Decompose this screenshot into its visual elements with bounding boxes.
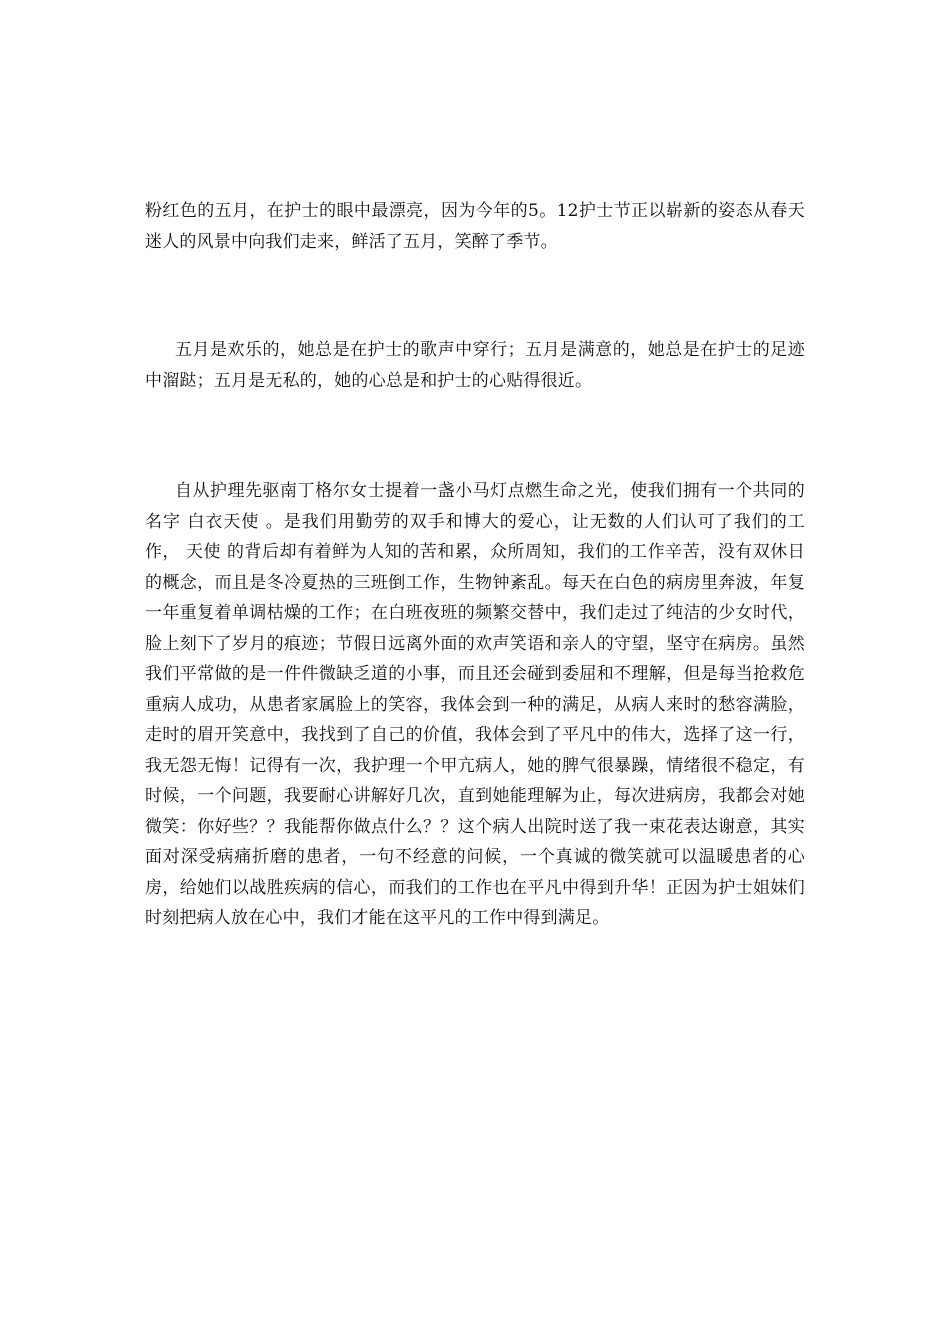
paragraph-may: 五月是欢乐的，她总是在护士的歌声中穿行；五月是满意的，她总是在护士的足迹中溜跶；五月是无私的，她的心总是和护士的心贴得很近。 — [145, 340, 805, 391]
paragraph-intro: 粉红色的五月，在护士的眼中最漂亮，因为今年的5。12护士节正以崭新的姿态从春天迷人的风景中向我们走来，鲜活了五月，笑醉了季节。 — [145, 201, 805, 252]
paragraph-nursing-story: 自从护理先驱南丁格尔女士提着一盏小马灯点燃生命之光，使我们拥有一个共同的名字 白衣天使 。是我们用勤劳的双手和博大的爱心，让无数的人们认可了我们的工作， 天使 的背后却有着鲜为人知的苦和累，众所周知，我们的工作辛苦，没有双休日的概念，而且是冬冷夏热的三班倒工作，生物钟紊乱。每天在白色的病房里奔波，年复一年重复着单调枯燥的工作；在白班夜班的频繁交替中，我们走过了纯洁的少女时代，脸上刻下了岁月的痕迹；节假日远离外面的欢声笑语和亲人的守望，坚守在病房。虽然我们平常做的是一件件微缺乏道的小事，而且还会碰到委屈和不理解，但是每当抢救危重病人成功，从患者家属脸上的笑容，我体会到一种的满足，从病人来时的愁容满脸，走时的眉开笑意中，我找到了自己的价值，我体会到了平凡中的伟大，选择了这一行，我无怨无悔！记得有一次，我护理一个甲亢病人，她的脾气很暴躁，情绪很不稳定，有时候，一个问题，我要耐心讲解好几次，直到她能理解为止，每次进病房，我都会对她微笑：你好些？？我能帮你做点什么？？这个病人出院时送了我一束花表达谢意，其实面对深受病痛折磨的患者，一句不经意的问候，一个真诚的微笑就可以温暖患者的心房，给她们以战胜疾病的信心，而我们的工作也在平凡中得到升华！正因为护士姐妹们时刻把病人放在心中，我们才能在这平凡的工作中得到满足。 — [145, 481, 805, 928]
